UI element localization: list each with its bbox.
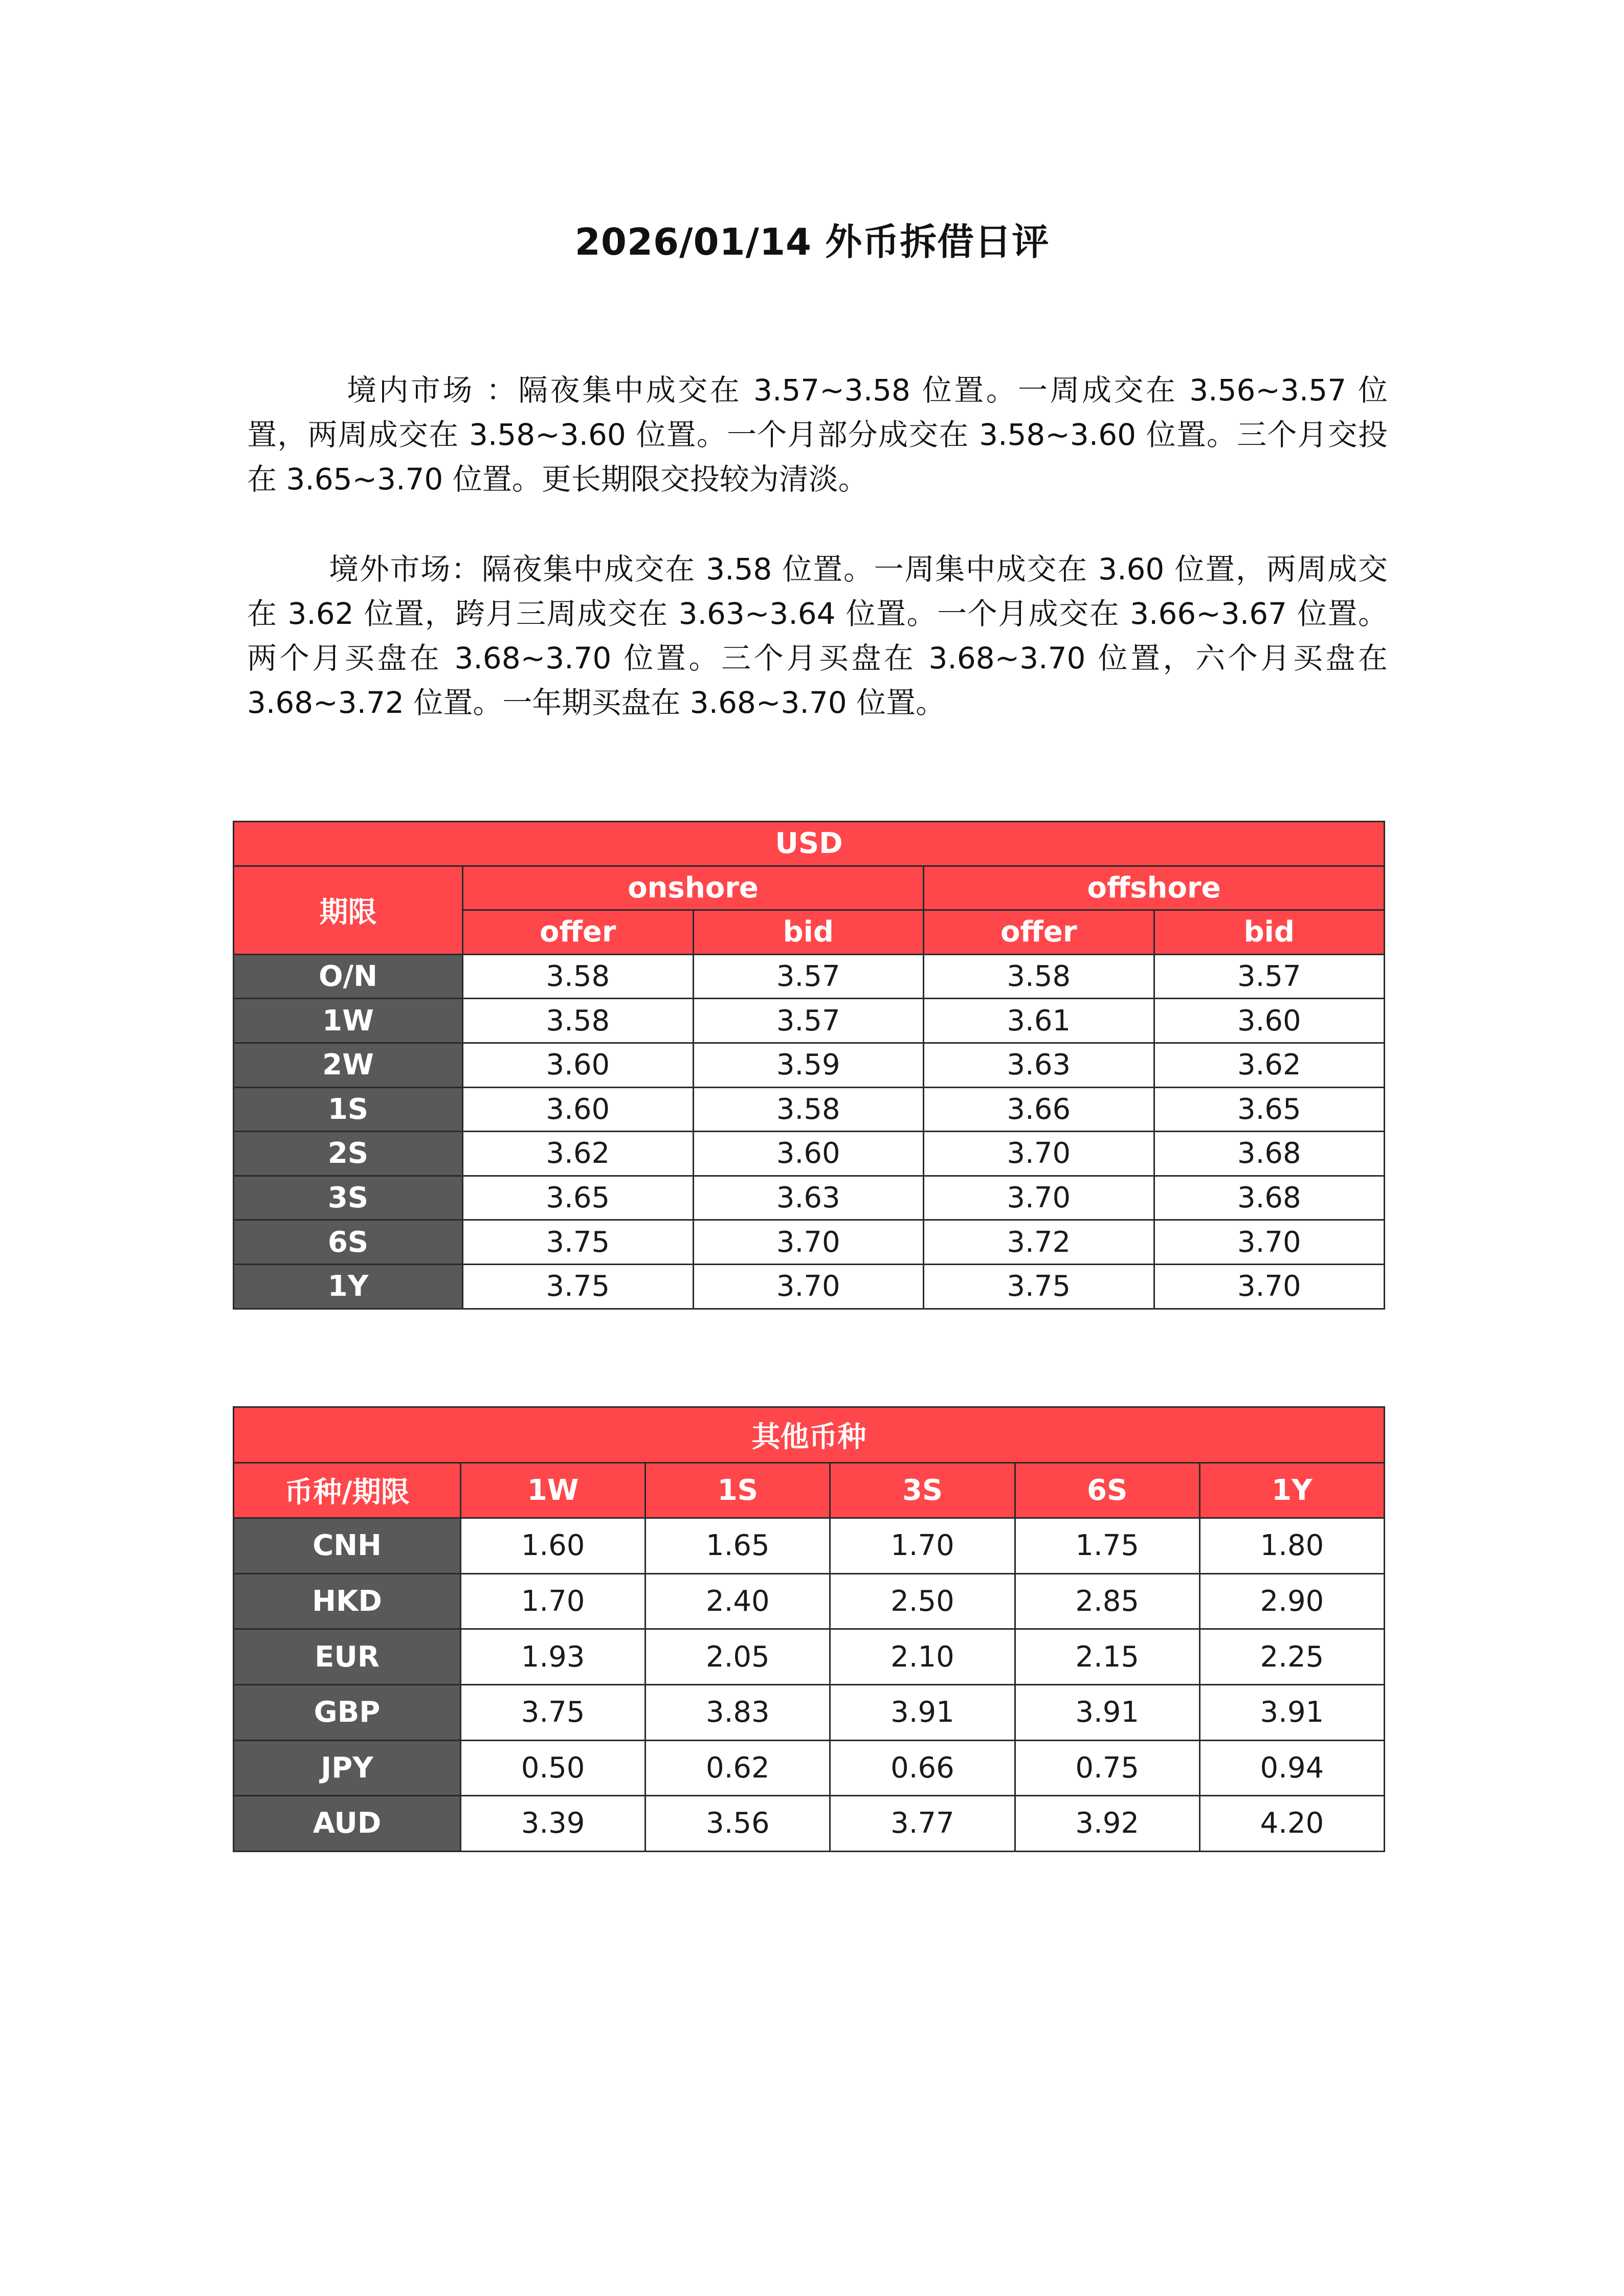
onshore-offer-cell: 3.75 xyxy=(463,1264,694,1309)
rate-cell: 3.92 xyxy=(1015,1796,1199,1852)
rate-cell: 1.60 xyxy=(461,1518,646,1574)
offshore-offer-cell: 3.70 xyxy=(924,1132,1154,1176)
currency-cell: CNH xyxy=(234,1518,461,1574)
table-row xyxy=(234,1043,1385,1087)
onshore-bid-cell: 3.57 xyxy=(693,954,924,999)
offshore-offer-cell: 3.75 xyxy=(924,1264,1154,1309)
onshore-market-paragraph: 境内市场 ：隔夜集中成交在 3.57~3.58 位置。一周成交在 3.56~3.57 位置，两周成交在 3.58~3.60 位置。一个月部分成交在 3.58~3.60 位置。三个月交投在 3.65~3.70 位置。更长期限交投较为清淡。 xyxy=(247,373,1388,497)
onshore-bid-cell: 3.58 xyxy=(693,1087,924,1132)
rate-cell: 2.90 xyxy=(1199,1573,1384,1629)
column-header: 6S xyxy=(1015,1462,1199,1518)
rate-cell: 2.85 xyxy=(1015,1573,1199,1629)
column-header: 3S xyxy=(830,1462,1015,1518)
rate-cell: 2.05 xyxy=(646,1629,830,1685)
offshore-offer-cell: 3.63 xyxy=(924,1043,1154,1087)
term-cell: 2S xyxy=(234,1132,463,1176)
onshore-bid-cell: 3.59 xyxy=(693,1043,924,1087)
rate-cell: 0.50 xyxy=(461,1740,646,1796)
onshore-offer-cell: 3.65 xyxy=(463,1176,694,1220)
onshore-offer-cell: 3.62 xyxy=(463,1132,694,1176)
currency-cell: AUD xyxy=(234,1796,461,1852)
onshore-offer-cell: 3.58 xyxy=(463,999,694,1043)
column-header: 1W xyxy=(461,1462,646,1518)
rate-cell: 2.50 xyxy=(830,1573,1015,1629)
rate-cell: 1.80 xyxy=(1199,1518,1384,1574)
onshore-offer-cell: 3.58 xyxy=(463,954,694,999)
table-row xyxy=(234,954,1385,999)
table-row xyxy=(234,1220,1385,1265)
currency-cell: GBP xyxy=(234,1684,461,1740)
onshore-bid-cell: 3.57 xyxy=(693,999,924,1043)
currency-term-header: 币种/期限 xyxy=(234,1462,461,1518)
rate-cell: 0.94 xyxy=(1199,1740,1384,1796)
rate-cell: 3.39 xyxy=(461,1796,646,1852)
rate-cell: 3.91 xyxy=(1015,1684,1199,1740)
offshore-offer-cell: 3.70 xyxy=(924,1176,1154,1220)
offshore-offer-header: offer xyxy=(924,910,1154,955)
rate-cell: 2.40 xyxy=(646,1573,830,1629)
table-row xyxy=(234,1264,1385,1309)
rate-cell: 3.75 xyxy=(461,1684,646,1740)
onshore-offer-cell: 3.75 xyxy=(463,1220,694,1265)
offshore-bid-cell: 3.65 xyxy=(1154,1087,1385,1132)
offshore-bid-cell: 3.60 xyxy=(1154,999,1385,1043)
usd-rate-table xyxy=(233,821,1385,1310)
offshore-offer-cell: 3.72 xyxy=(924,1220,1154,1265)
currency-cell: EUR xyxy=(234,1629,461,1685)
rate-cell: 0.75 xyxy=(1015,1740,1199,1796)
table-row xyxy=(234,1796,1385,1852)
rate-cell: 1.93 xyxy=(461,1629,646,1685)
offshore-offer-cell: 3.58 xyxy=(924,954,1154,999)
term-cell: 6S xyxy=(234,1220,463,1265)
onshore-bid-cell: 3.60 xyxy=(693,1132,924,1176)
term-cell: O/N xyxy=(234,954,463,999)
table-row xyxy=(234,1740,1385,1796)
onshore-header: onshore xyxy=(463,866,924,910)
column-header: 1S xyxy=(646,1462,830,1518)
table-row xyxy=(234,1684,1385,1740)
term-cell: 1Y xyxy=(234,1264,463,1309)
onshore-bid-cell: 3.70 xyxy=(693,1264,924,1309)
offshore-offer-cell: 3.66 xyxy=(924,1087,1154,1132)
term-cell: 1S xyxy=(234,1087,463,1132)
rate-cell: 2.10 xyxy=(830,1629,1015,1685)
onshore-offer-cell: 3.60 xyxy=(463,1043,694,1087)
term-cell: 1W xyxy=(234,999,463,1043)
offshore-bid-header: bid xyxy=(1154,910,1385,955)
rate-cell: 1.70 xyxy=(461,1573,646,1629)
usd-table-title: USD xyxy=(234,822,1385,866)
column-header: 1Y xyxy=(1199,1462,1384,1518)
table-row xyxy=(234,1629,1385,1685)
table-row xyxy=(234,1518,1385,1574)
rate-cell: 3.77 xyxy=(830,1796,1015,1852)
other-table-title: 其他币种 xyxy=(234,1407,1385,1463)
table-row xyxy=(234,1087,1385,1132)
currency-cell: JPY xyxy=(234,1740,461,1796)
offshore-bid-cell: 3.70 xyxy=(1154,1220,1385,1265)
rate-cell: 2.15 xyxy=(1015,1629,1199,1685)
term-cell: 3S xyxy=(234,1176,463,1220)
rate-cell: 0.62 xyxy=(646,1740,830,1796)
table-row xyxy=(234,1573,1385,1629)
offshore-offer-cell: 3.61 xyxy=(924,999,1154,1043)
offshore-market-paragraph: 境外市场：隔夜集中成交在 3.58 位置。一周集中成交在 3.60 位置，两周成交在 3.62 位置，跨月三周成交在 3.63~3.64 位置。一个月成交在 3.66~3.67 位置。两个月买盘在 3.68~3.70 位置。三个月买盘在 3.68~3.70 位置，六个月买盘在 3.68~3.72 位置。一年期买盘在 3.68~3.70 位置。 xyxy=(247,552,1388,720)
onshore-offer-header: offer xyxy=(463,910,694,955)
onshore-offer-cell: 3.60 xyxy=(463,1087,694,1132)
table-row xyxy=(234,1176,1385,1220)
onshore-bid-header: bid xyxy=(693,910,924,955)
onshore-bid-cell: 3.63 xyxy=(693,1176,924,1220)
offshore-bid-cell: 3.68 xyxy=(1154,1132,1385,1176)
rate-cell: 4.20 xyxy=(1199,1796,1384,1852)
rate-cell: 3.91 xyxy=(1199,1684,1384,1740)
rate-cell: 2.25 xyxy=(1199,1629,1384,1685)
offshore-header: offshore xyxy=(924,866,1385,910)
offshore-bid-cell: 3.62 xyxy=(1154,1043,1385,1087)
table-row xyxy=(234,1132,1385,1176)
rate-cell: 3.83 xyxy=(646,1684,830,1740)
offshore-bid-cell: 3.68 xyxy=(1154,1176,1385,1220)
table-row xyxy=(234,999,1385,1043)
rate-cell: 0.66 xyxy=(830,1740,1015,1796)
rate-cell: 3.56 xyxy=(646,1796,830,1852)
offshore-bid-cell: 3.57 xyxy=(1154,954,1385,999)
rate-cell: 1.70 xyxy=(830,1518,1015,1574)
rate-cell: 3.91 xyxy=(830,1684,1015,1740)
term-cell: 2W xyxy=(234,1043,463,1087)
rate-cell: 1.65 xyxy=(646,1518,830,1574)
other-currencies-table xyxy=(233,1406,1385,1852)
offshore-bid-cell: 3.70 xyxy=(1154,1264,1385,1309)
onshore-bid-cell: 3.70 xyxy=(693,1220,924,1265)
rate-cell: 1.75 xyxy=(1015,1518,1199,1574)
page-title: 2026/01/14 外币拆借日评 xyxy=(574,220,1050,263)
term-header: 期限 xyxy=(234,866,463,954)
currency-cell: HKD xyxy=(234,1573,461,1629)
